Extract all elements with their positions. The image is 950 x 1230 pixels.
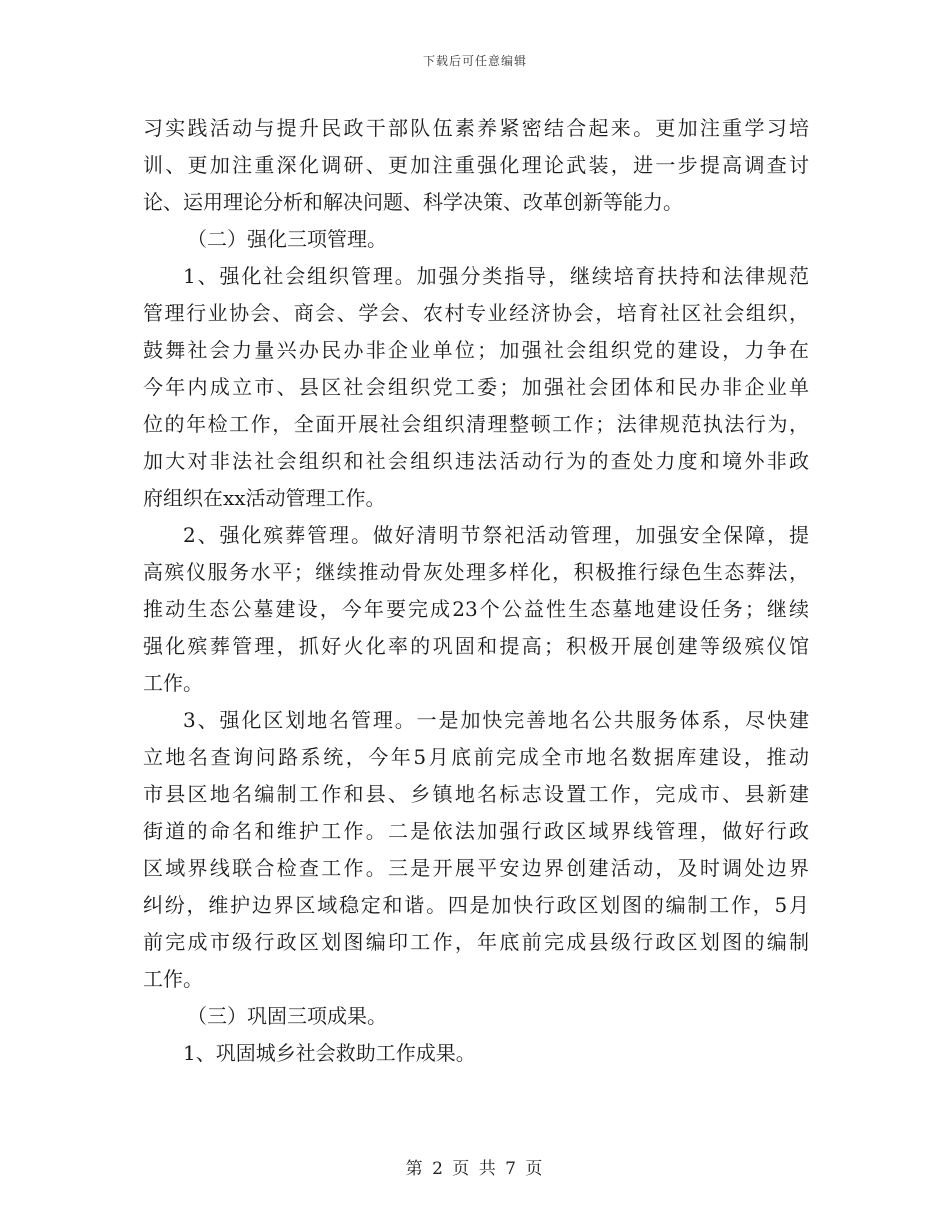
text-line: 前完成市级行政区划图编印工作，年底前完成县级行政区划图的编制: [143, 930, 809, 954]
text-line: 工作。: [143, 671, 203, 695]
text-line: 区域界线联合检查工作。三是开展平安边界创建活动，及时调处边界: [143, 856, 809, 880]
text-line: 训、更加注重深化调研、更加注重强化理论武装，进一步提高调查讨: [143, 153, 809, 177]
text-line: 3、强化区划地名管理。一是加快完善地名公共服务体系，尽快建: [183, 708, 809, 732]
text-line: 高殡仪服务水平；继续推动骨灰处理多样化，积极推行绿色生态葬法，: [143, 560, 809, 584]
text-line: 2、强化殡葬管理。做好清明节祭祀活动管理，加强安全保障，提: [183, 523, 809, 547]
text-line: 习实践活动与提升民政干部队伍素养紧密结合起来。更加注重学习培: [143, 116, 809, 140]
text-line: 纠纷，维护边界区域稳定和谐。四是加快行政区划图的编制工作，5月: [143, 893, 809, 917]
text-line: 1、巩固城乡社会救助工作成果。: [183, 1041, 476, 1065]
text-line: 市县区地名编制工作和县、乡镇地名标志设置工作，完成市、县新建: [143, 782, 809, 806]
document-body: [143, 110, 809, 1072]
text-line: 立地名查询问路系统，今年5月底前完成全市地名数据库建设，推动: [143, 745, 809, 769]
text-line: 推动生态公墓建设，今年要完成23个公益性生态墓地建设任务；继续: [143, 597, 809, 621]
text-line: 位的年检工作，全面开展社会组织清理整顿工作；法律规范执法行为，: [143, 412, 809, 436]
page-header: 下载后可任意编辑: [422, 54, 527, 68]
text-line: 论、运用理论分析和解决问题、科学决策、改革创新等能力。: [143, 190, 683, 214]
text-line: 加大对非法社会组织和社会组织违法活动行为的查处力度和境外非政: [143, 449, 809, 473]
text-line: （三）巩固三项成果。: [187, 1004, 387, 1028]
text-line: 工作。: [143, 967, 203, 991]
text-line: 今年内成立市、县区社会组织党工委；加强社会团体和民办非企业单: [143, 375, 809, 399]
text-line: 鼓舞社会力量兴办民办非企业单位；加强社会组织党的建设，力争在: [143, 338, 809, 362]
text-line: 强化殡葬管理，抓好火化率的巩固和提高；积极开展创建等级殡仪馆: [143, 634, 809, 658]
page-footer: 第 2 页 共 7 页: [405, 1159, 545, 1179]
text-line: （二）强化三项管理。: [187, 227, 387, 251]
text-line: 1、强化社会组织管理。加强分类指导，继续培育扶持和法律规范: [183, 264, 809, 288]
text-line: 府组织在xx活动管理工作。: [143, 486, 386, 510]
text-line: 管理行业协会、商会、学会、农村专业经济协会，培育社区社会组织，: [143, 301, 809, 325]
text-line: 街道的命名和维护工作。二是依法加强行政区域界线管理，做好行政: [143, 819, 809, 843]
